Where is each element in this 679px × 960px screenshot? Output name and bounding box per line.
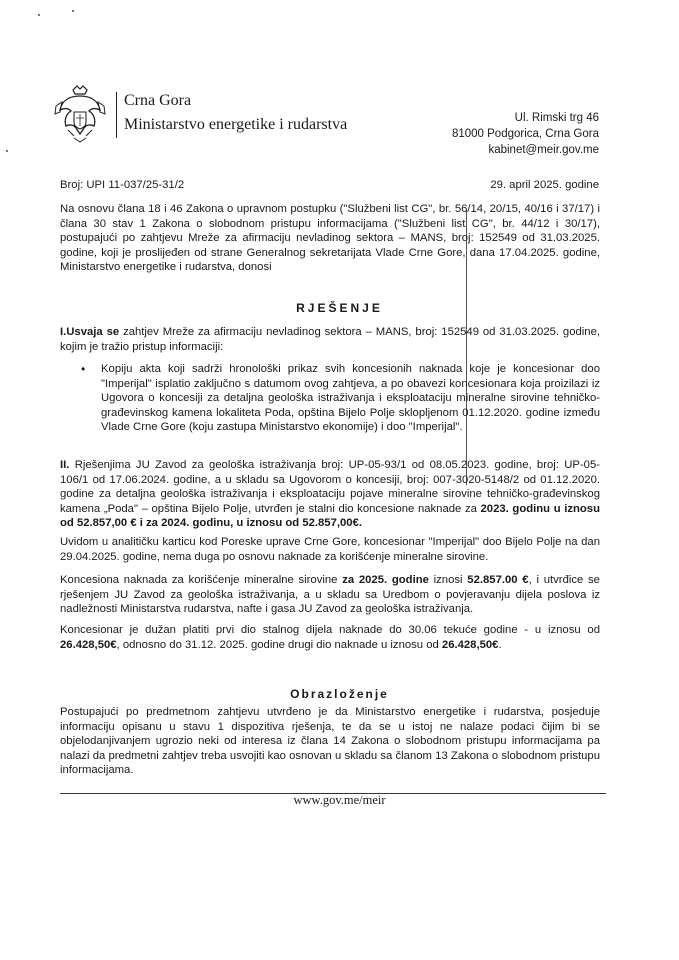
payment-amount-1: 26.428,50€ (60, 638, 117, 651)
header-divider (116, 92, 117, 138)
tax-status-paragraph: Uvidom u analitičku karticu kod Poreske uprave Crne Gore, koncesionar "Imperijal" doo Bijelo Polje na dan 29.04.2025. godine, nema duga po osnovu naknade za korišćenje mineralne sirovine. (60, 536, 600, 563)
document-number: Broj: UPI 11-037/25-31/2 (60, 179, 185, 191)
section-1 (60, 325, 600, 354)
scan-speck (72, 10, 74, 12)
fee-text: , i utvrđice se rješenjem JU Zavod za geološka istraživanja, a u skladu sa Uredbom o povjeravanju dijela poslova iz nadležnosti Ministarstva rudarstva, nafte i gasa JU Zavod za geološka istraživanja. (60, 574, 600, 616)
section-2 (60, 458, 600, 531)
bullet-item: Kopiju akta koji sadrži hronološki prikaz svih koncesionih naknada koje je koncesionar doo "Imperijal" isplatio zaključno s datumom ovog zahtjeva, a po obavezi koncesionara koja proizilazi iz Ugovora o koncesiji za detaljna geološka istraživanja i eksploataciju mineralne sirovine tehničko-građevinskog kamena lokaliteta Poda, opština Bijelo Polje sklopljenom 01.12.2020. godine između Vlade Crne Gore (koju zastupa Ministarstvo ekonomije) i doo "Imperijal". (101, 363, 600, 434)
document-date: 29. april 2025. godine (490, 179, 599, 191)
section-1-text: zahtjev Mreže za afirmaciju nevladinog sektora – MANS, broj: 152549 od 31.03.2025. godine, kojim je tražio pristup informaciji: (60, 326, 600, 353)
payment-text: . (498, 638, 502, 651)
fee-year: za 2025. godine (342, 574, 429, 586)
reasoning-title: Obrazloženje (290, 687, 389, 701)
scan-speck (6, 150, 8, 152)
ministry-name: Ministarstvo energetike i rudarstva (124, 116, 348, 133)
bullet-dot-icon: • (81, 362, 86, 376)
section-2-lead: II. (60, 459, 70, 471)
payment-text: Koncesionar je dužan platiti prvi dio stalnog dijela naknade do 30.06 tekuće godine - u iznosu od (60, 624, 600, 636)
fee-amount: 52.857.00 € (467, 574, 529, 586)
fee-2025-paragraph (60, 573, 600, 617)
payment-amount-2: 26.428,50€ (441, 638, 499, 651)
payment-paragraph (60, 623, 600, 652)
payment-text: , odnosno do 31.12. 2025. godine drugi dio naknade u iznosu od (116, 638, 442, 651)
section-1-lead: I.Usvaja se (60, 326, 120, 338)
footer-website: www.gov.me/meir (293, 793, 386, 807)
reasoning-paragraph: Postupajući po predmetnom zahtjevu utvrđeno je da Ministarstvo energetike i rudarstva, posjeduje informaciju opisanu u stavu 1 dispozitiva rješenja, te da se u istoj ne nalaze podaci čijim bi se objelodanjivanjem ugrozio neki od interesa iz člana 14 Zakona o slobodnom pristupu informacijama pa nalazi da predmetni zahtjev treba usvojiti kao osnovan u skladu sa članom 13 Zakona o slobodnom pristupu informacijama. (60, 706, 600, 777)
coat-of-arms-icon (54, 84, 106, 146)
scan-speck (38, 14, 40, 16)
address-street: Ul. Rimski trg 46 (514, 112, 599, 124)
address-block (419, 110, 599, 158)
country-name: Crna Gora (124, 92, 192, 109)
intro-paragraph: Na osnovu člana 18 i 46 Zakona o upravnom postupku ("Službeni list CG", br. 56/14, 20/15, 40/16 i 37/17) i člana 30 stav 1 Zakona o slobodnom pristupu informacijama ("Službeni list CG", br. 44/12 i 30/17), postupajući po zahtjevu Mreže za afirmaciju nevladinog sektora – MANS, broj: 152549 od 31.03.2025. godine, koji je proslijeđen od strane Generalnog sekretarijata Vlade Crne Gore, dana 17.04.2025. godine, Ministarstvo energetike i rudarstva, donosi (60, 203, 600, 274)
decision-title: RJEŠENJE (296, 301, 383, 315)
section-2-amounts: 2023. godinu u iznosu od 52.857,00 € i za 2024. godinu, u iznosu od 52.857,00€. (60, 502, 600, 530)
address-email: kabinet@meir.gov.me (488, 144, 599, 156)
fee-text: iznosi (428, 574, 468, 586)
address-city: 81000 Podgorica, Crna Gora (451, 128, 599, 140)
section-2-text: Rješenjima JU Zavod za geološka istraživanja broj: UP-05-93/1 od 08.05.2023. godine, broj: UP-05-106/1 od 17.06.2024. godine, a u skladu sa Ugovorom o koncesiji, broj: 007-3020-5148/2 od 01.12.2020. godine za detaljna geološka istraživanja i eksploataciju pojave mineralne sirovine tehničko-građevinskog kamena „Poda" – opština Bijelo Polje, utvrđen je stalni dio koncesione naknade za (60, 459, 600, 515)
fee-text: Koncesiona naknada za korišćenje mineralne sirovine (60, 574, 343, 586)
